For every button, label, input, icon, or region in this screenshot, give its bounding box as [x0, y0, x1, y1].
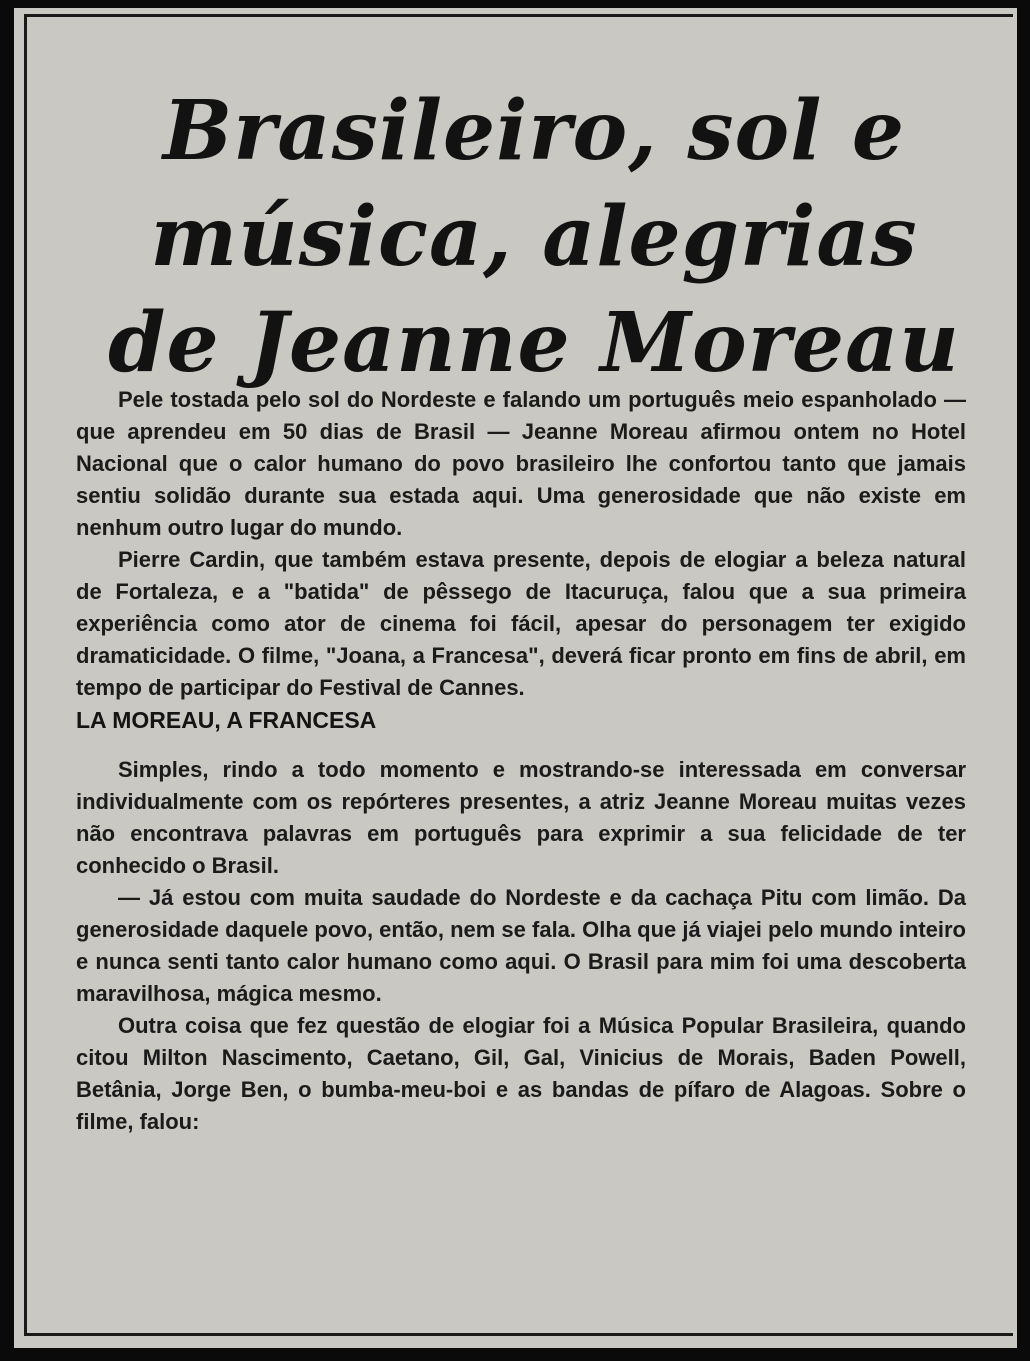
headline	[74, 78, 994, 396]
article-body	[76, 384, 966, 1138]
paragraph-intro-2: Pierre Cardin, que também estava presente, depois de elogiar a beleza natural de Fortaleza, e a "batida" de pêssego de Itacuruça, falou que a sua primeira experiência como ator de cinema foi fácil, apesar do personagem ter exigido dramaticidade. O filme, "Joana, a Francesa", deverá ficar pronto em fins de abril, em tempo de participar do Festival de Cannes.	[76, 547, 966, 700]
left-border-rule	[24, 14, 27, 1336]
headline-line-2: música, alegrias	[150, 189, 918, 285]
paragraph-main-1: Simples, rindo a todo momento e mostrando-se interessada em conversar individualmente com os repórteres presentes, a atriz Jeanne Moreau muitas vezes não encontrava palavras em português para exprimir a sua felicidade de ter conhecido o Brasil.	[76, 757, 966, 878]
paragraph-main-2: — Já estou com muita saudade do Nordeste e da cachaça Pitu com limão. Da generosidade daquele povo, então, nem se fala. Olha que já viajei pelo mundo inteiro e nunca senti tanto calor humano como aqui. O Brasil para mim foi uma descoberta maravilhosa, mágica mesmo.	[76, 885, 966, 1006]
bottom-border-rule	[24, 1333, 1013, 1336]
paragraph-main-3: Outra coisa que fez questão de elogiar foi a Música Popular Brasileira, quando citou Milton Nascimento, Caetano, Gil, Gal, Vinicius de Morais, Baden Powell, Betânia, Jorge Ben, o bumba-meu-boi e as bandas de pífaro de Alagoas. Sobre o filme, falou:	[76, 1013, 966, 1134]
top-border-rule	[24, 14, 1013, 17]
section-subhead: LA MOREAU, A FRANCESA	[76, 707, 377, 733]
headline-line-3: de Jeanne Moreau	[108, 295, 960, 391]
paragraph-intro-1: Pele tostada pelo sol do Nordeste e falando um português meio espanholado — que aprendeu em 50 dias de Brasil — Jeanne Moreau afirmou ontem no Hotel Nacional que o calor humano do povo brasileiro lhe confortou tanto que jamais sentiu solidão durante sua estada aqui. Uma generosidade que não existe em nenhum outro lugar do mundo.	[76, 387, 966, 540]
newspaper-clipping	[14, 8, 1017, 1348]
headline-line-1: Brasileiro, sol e	[162, 83, 906, 179]
